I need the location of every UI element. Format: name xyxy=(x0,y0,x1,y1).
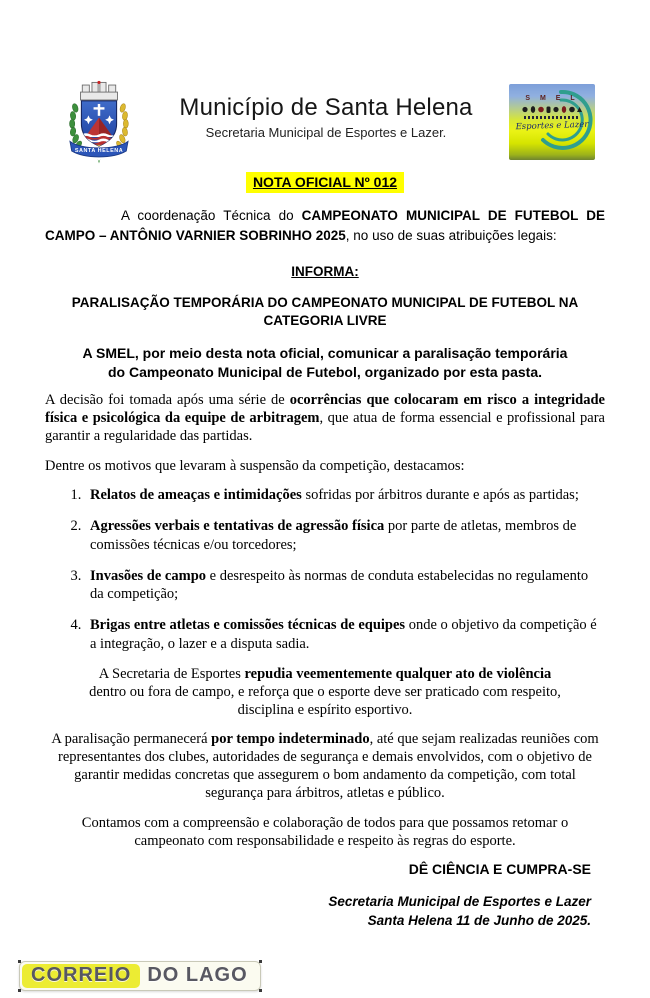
crest-wheat xyxy=(115,103,128,149)
municipality-title: Município de Santa Helena xyxy=(179,94,473,121)
crop-mark-icon xyxy=(259,989,262,992)
smel-fineprint-band xyxy=(524,116,580,119)
municipal-crest-logo xyxy=(55,78,143,166)
motive-item-2: 2. Agressões verbais e tentativas de agressão física por parte de atletas, membros de comissões técnicas e/ou torcedores; xyxy=(85,517,605,554)
document-page xyxy=(0,78,650,998)
crop-mark-icon xyxy=(18,960,21,963)
crest-sprig xyxy=(98,159,101,163)
document-body xyxy=(0,206,650,930)
crest-crown-jewel xyxy=(97,81,100,84)
intro-paragraph: A coordenação Técnica do CAMPEONATO MUNICIPAL DE FUTEBOL DE CAMPO – ANTÔNIO VARNIER SOBRINHO 2025, no uso de suas atribuições legais: xyxy=(45,208,605,244)
compliance-order: DÊ CIÊNCIA E CUMPRA-SE xyxy=(408,860,591,877)
crest-ribbon-text: SANTA HELENA xyxy=(74,147,124,154)
motive-item-1: 1. Relatos de ameaças e intimidações sofridas por árbitros durante e após as partidas; xyxy=(85,486,605,504)
motives-list xyxy=(45,486,605,653)
correio-do-lago-logo xyxy=(19,961,261,991)
smel-sports-icons xyxy=(521,104,583,115)
reason-paragraph: A decisão foi tomada após uma série de ocorrências que colocaram em risco a integridade física e psicológica da equipe de arbitragem, que atua de forma essencial e profissional para garantir a regularidade das partidas. xyxy=(45,392,605,445)
official-note-title: NOTA OFICIAL Nº 012 xyxy=(246,172,404,193)
motives-intro: Dentre os motivos que levaram à suspensão da competição, destacamos: xyxy=(45,458,465,475)
signature-date: Santa Helena 11 de Junho de 2025. xyxy=(367,912,591,928)
crop-mark-icon xyxy=(259,960,262,963)
informa-heading: INFORMA: xyxy=(291,263,359,279)
crest-crown xyxy=(81,82,118,100)
press-logo-correio: CORREIO xyxy=(22,964,140,988)
press-logo-do-lago: DO LAGO xyxy=(147,964,248,986)
subject-heading: PARALISAÇÃO TEMPORÁRIA DO CAMPEONATO MUNICIPAL DE FUTEBOL NA CATEGORIA LIVRE xyxy=(71,294,579,329)
duration-paragraph: A paralisação permanecerá por tempo indeterminado, até que sejam realizadas reuniões com representantes dos clubes, autoridades de segurança e demais envolvidos, com o objetivo de garantir medidas concretas que assegurem o bom andamento da competição, com total segurança para árbitros, atletas e público. xyxy=(51,730,599,801)
crop-mark-icon xyxy=(18,989,21,992)
department-subtitle: Secretaria Municipal de Esportes e Lazer. xyxy=(205,125,447,140)
repudiation-paragraph: A Secretaria de Esportes repudia veementemente qualquer ato de violência dentro ou fora de campo, e reforça que o esporte deve ser praticado com respeito, disciplina e espírito esportivo. xyxy=(89,665,561,718)
letterhead xyxy=(0,78,650,166)
motive-item-3: 3. Invasões de campo e desrespeito às normas de conduta estabelecidas no regulamento da competição; xyxy=(85,567,605,604)
smel-acronym: S M E L xyxy=(525,95,579,102)
signature-entity: Secretaria Municipal de Esportes e Lazer xyxy=(328,893,591,909)
signature-block xyxy=(45,893,605,931)
motive-item-4: 4. Brigas entre atletas e comissões técnicas de equipes onde o objetivo da competição é a integração, o lazer e a disputa sadia. xyxy=(85,616,605,653)
smel-logo xyxy=(509,84,595,160)
closing-paragraph: Contamos com a compreensão e colaboração de todos para que possamos retomar o campeonato com responsabilidade e respeito às regras do esporte. xyxy=(81,814,569,849)
announcement-paragraph: A SMEL, por meio desta nota oficial, comunicar a paralisação temporária do Campeonato Municipal de Futebol, organizado por esta pasta. xyxy=(82,345,568,380)
smel-script-caption: Esportes e Lazer xyxy=(515,119,589,133)
